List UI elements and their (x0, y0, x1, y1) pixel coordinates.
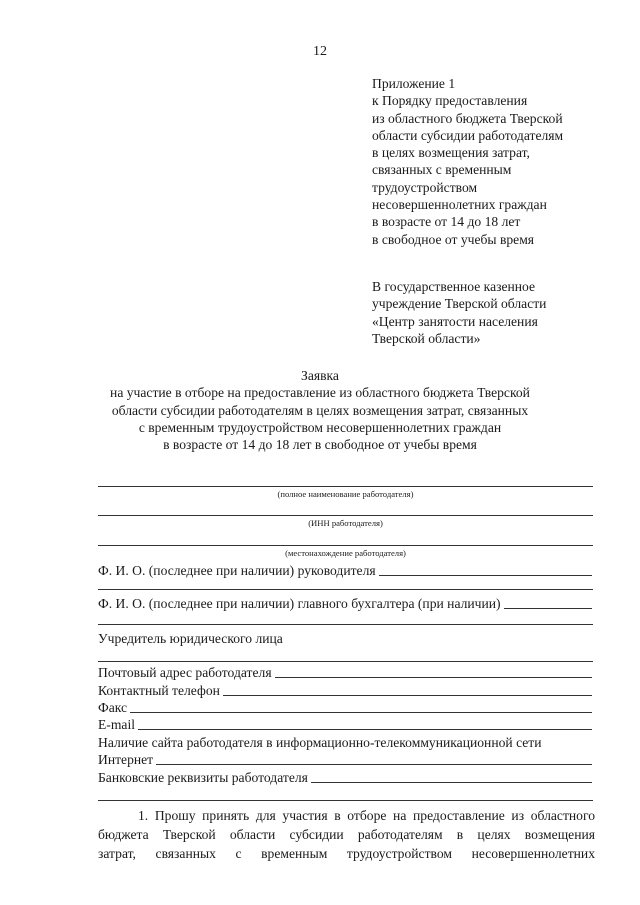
appendix-line: области субсидии работодателям (372, 127, 564, 143)
appendix-line: трудоустройством (372, 179, 478, 195)
appendix-line: к Порядку предоставления (372, 93, 528, 109)
paragraph-line: бюджета Тверской области субсидии работодателям в целях возмещения (98, 827, 595, 842)
addressee-line: Тверской области» (372, 330, 481, 346)
director-field-extra[interactable] (98, 589, 593, 590)
website-row-2 (98, 751, 592, 768)
director-row (98, 562, 592, 579)
paragraph-line: 1. Прошу принять для участия в отборе на предоставление из областного (138, 808, 595, 823)
appendix-line: в целях возмещения затрат, (372, 145, 530, 161)
full-name-field[interactable] (98, 486, 593, 487)
postal-field[interactable] (275, 677, 592, 678)
fax-field[interactable] (130, 712, 592, 713)
phone-field[interactable] (223, 695, 592, 696)
appendix-block (372, 75, 563, 248)
email-label: E-mail (98, 717, 135, 732)
fax-row (98, 699, 592, 716)
director-field[interactable] (379, 575, 592, 576)
location-field[interactable] (98, 545, 593, 546)
document-title-block (80, 367, 560, 453)
paragraph-line: затрат, связанных с временным трудоустройством несовершеннолетних (98, 846, 595, 861)
website-row (98, 734, 592, 751)
accountant-field-extra[interactable] (98, 624, 593, 625)
accountant-row (98, 595, 592, 612)
phone-label: Контактный телефон (98, 683, 220, 698)
bank-row (98, 769, 592, 786)
appendix-line: Приложение 1 (372, 76, 456, 91)
appendix-line: из областного бюджета Тверской (372, 110, 563, 126)
inn-caption: (ИНН работодателя) (308, 518, 383, 528)
founder-label: Учредитель юридического лица (98, 631, 283, 646)
appendix-line: в возрасте от 14 до 18 лет (372, 214, 521, 230)
page-number: 12 (313, 44, 327, 59)
subtitle-line: области субсидии работодателям в целях возмещения затрат, связанных (111, 402, 529, 418)
bank-field[interactable] (311, 782, 592, 783)
appendix-line: связанных с временным (372, 162, 512, 178)
addressee-line: учреждение Тверской области (372, 296, 547, 312)
subtitle-line: в возрасте от 14 до 18 лет в свободное от учебы время (163, 437, 477, 453)
founder-row (98, 630, 592, 647)
inn-field[interactable] (98, 515, 593, 516)
location-caption: (местонахождение работодателя) (285, 548, 406, 558)
founder-field[interactable] (98, 661, 593, 662)
addressee-block (372, 278, 546, 347)
director-label: Ф. И. О. (последнее при наличии) руководителя (98, 563, 376, 578)
postal-row (98, 664, 592, 681)
website-field[interactable] (156, 764, 592, 765)
website-label-2: Интернет (98, 752, 154, 767)
appendix-line: несовершеннолетних граждан (372, 197, 547, 213)
postal-label: Почтовый адрес работодателя (98, 665, 272, 680)
request-paragraph (98, 806, 595, 863)
bank-label: Банковские реквизиты работодателя (98, 770, 308, 785)
fax-label: Факс (98, 700, 128, 715)
appendix-line: в свободное от учебы время (372, 231, 535, 247)
website-label: Наличие сайта работодателя в информационно-телекоммуникационной сети (98, 735, 542, 750)
accountant-field[interactable] (504, 608, 592, 609)
full-name-caption: (полное наименование работодателя) (277, 489, 414, 499)
accountant-label: Ф. И. О. (последнее при наличии) главного бухгалтера (при наличии) (98, 596, 501, 611)
phone-row (98, 682, 592, 699)
email-field[interactable] (138, 729, 592, 730)
subtitle-line: с временным трудоустройством несовершеннолетних граждан (138, 419, 502, 435)
addressee-line: «Центр занятости населения (372, 313, 538, 329)
email-row (98, 716, 592, 733)
subtitle-line: на участие в отборе на предоставление из областного бюджета Тверской (110, 385, 530, 401)
document-title: Заявка (301, 368, 339, 383)
addressee-line: В государственное казенное (372, 279, 536, 294)
bank-field-extra[interactable] (98, 800, 593, 801)
